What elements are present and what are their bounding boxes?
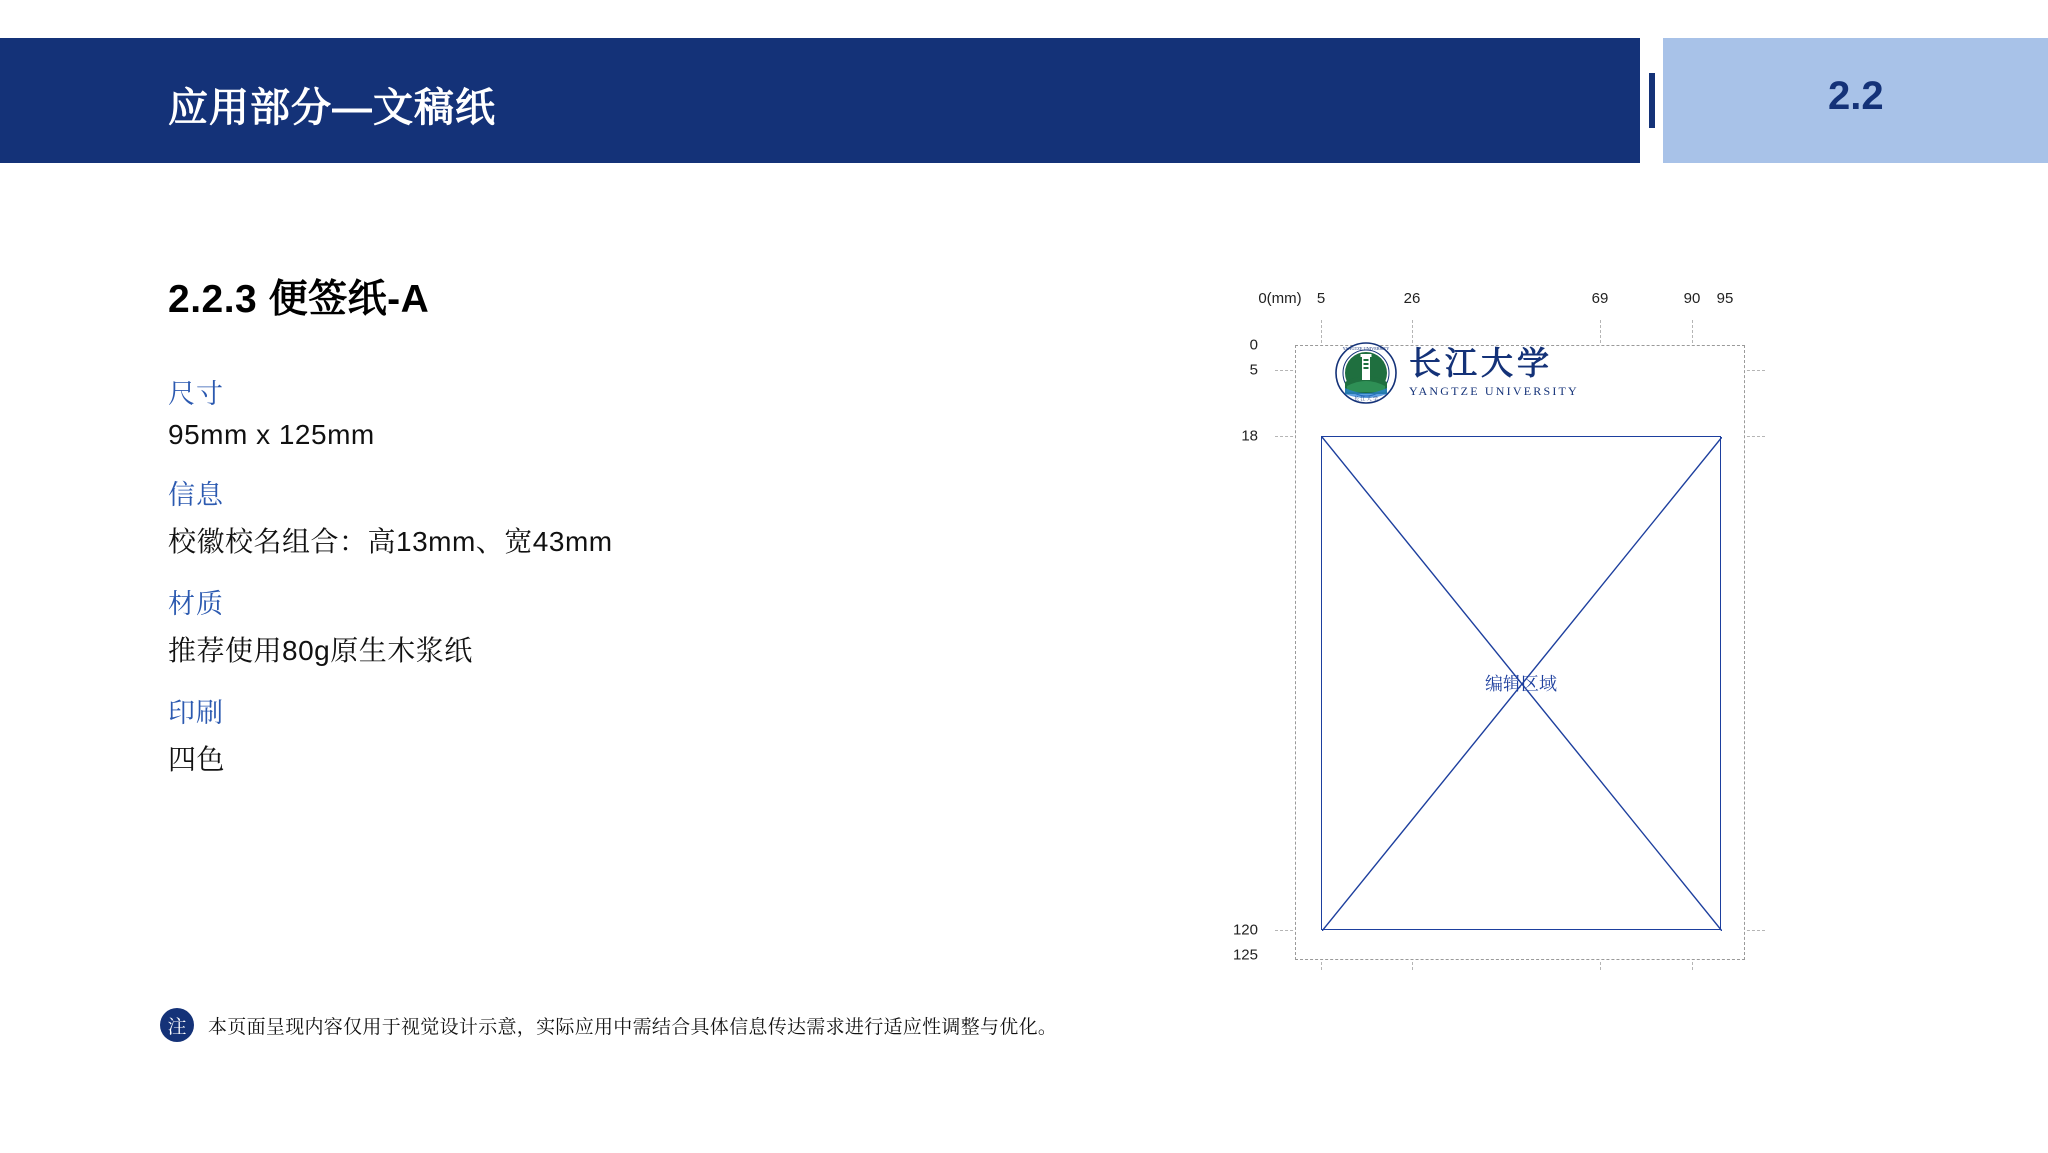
spec-item-printing [168, 691, 1028, 778]
header-title: 应用部分—文稿纸 [168, 86, 496, 130]
page-title: 2.2.3 便签纸-A [168, 278, 430, 321]
footnote-badge-icon: 注 [160, 1008, 194, 1042]
tick-left-0: 0 [1249, 336, 1258, 354]
notepad-spec-diagram [1180, 290, 1970, 1020]
tick-top-69: 69 [1591, 290, 1609, 307]
tick-top-26: 26 [1403, 290, 1421, 307]
tick-top-5: 5 [1316, 290, 1326, 307]
spec-item-material [168, 582, 1028, 669]
spec-value-info: 校徽校名组合：高13mm、宽43mm [168, 526, 613, 557]
edit-area-label: 编辑区域 [1485, 674, 1557, 694]
footnote-text: 本页面呈现内容仅用于视觉设计示意，实际应用中需结合具体信息传达需求进行适应性调整与优化。 [208, 1016, 1058, 1038]
spec-item-info [168, 473, 1028, 560]
university-logo-lockup [1335, 337, 1585, 409]
university-seal-icon [1335, 342, 1397, 404]
tick-top-90: 90 [1683, 290, 1701, 307]
tick-top-0: 0(mm) [1258, 290, 1302, 307]
spec-column [168, 268, 1028, 800]
tick-left-120: 120 [1232, 921, 1258, 939]
svg-text:长 江 大 学: 长 江 大 学 [1354, 397, 1378, 403]
header-section-number: 2.2 [1828, 74, 1884, 118]
tick-left-5: 5 [1249, 361, 1258, 379]
logo-chinese-name: 长江大学 [1409, 345, 1554, 382]
page-header [0, 38, 2048, 163]
logo-english-name: YANGTZE UNIVERSITY [1409, 383, 1579, 398]
edit-area-box [1321, 436, 1721, 930]
spec-label-size: 尺寸 [168, 379, 224, 409]
spec-value-size: 95mm x 125mm [168, 419, 375, 450]
tick-left-125: 125 [1232, 946, 1258, 964]
spec-label-material: 材质 [168, 589, 224, 619]
tick-left-18: 18 [1241, 427, 1258, 445]
spec-label-info: 信息 [168, 480, 224, 510]
tick-top-95: 95 [1716, 290, 1734, 307]
spec-label-printing: 印刷 [168, 698, 224, 728]
spec-item-size [168, 372, 1028, 451]
spec-value-material: 推荐使用80g原生木浆纸 [168, 635, 473, 666]
spec-value-printing: 四色 [168, 744, 226, 775]
footnote [160, 1008, 1057, 1042]
svg-text:YANGTZE UNIVERSITY: YANGTZE UNIVERSITY [1342, 346, 1390, 351]
logo-wordmark [1409, 347, 1579, 399]
